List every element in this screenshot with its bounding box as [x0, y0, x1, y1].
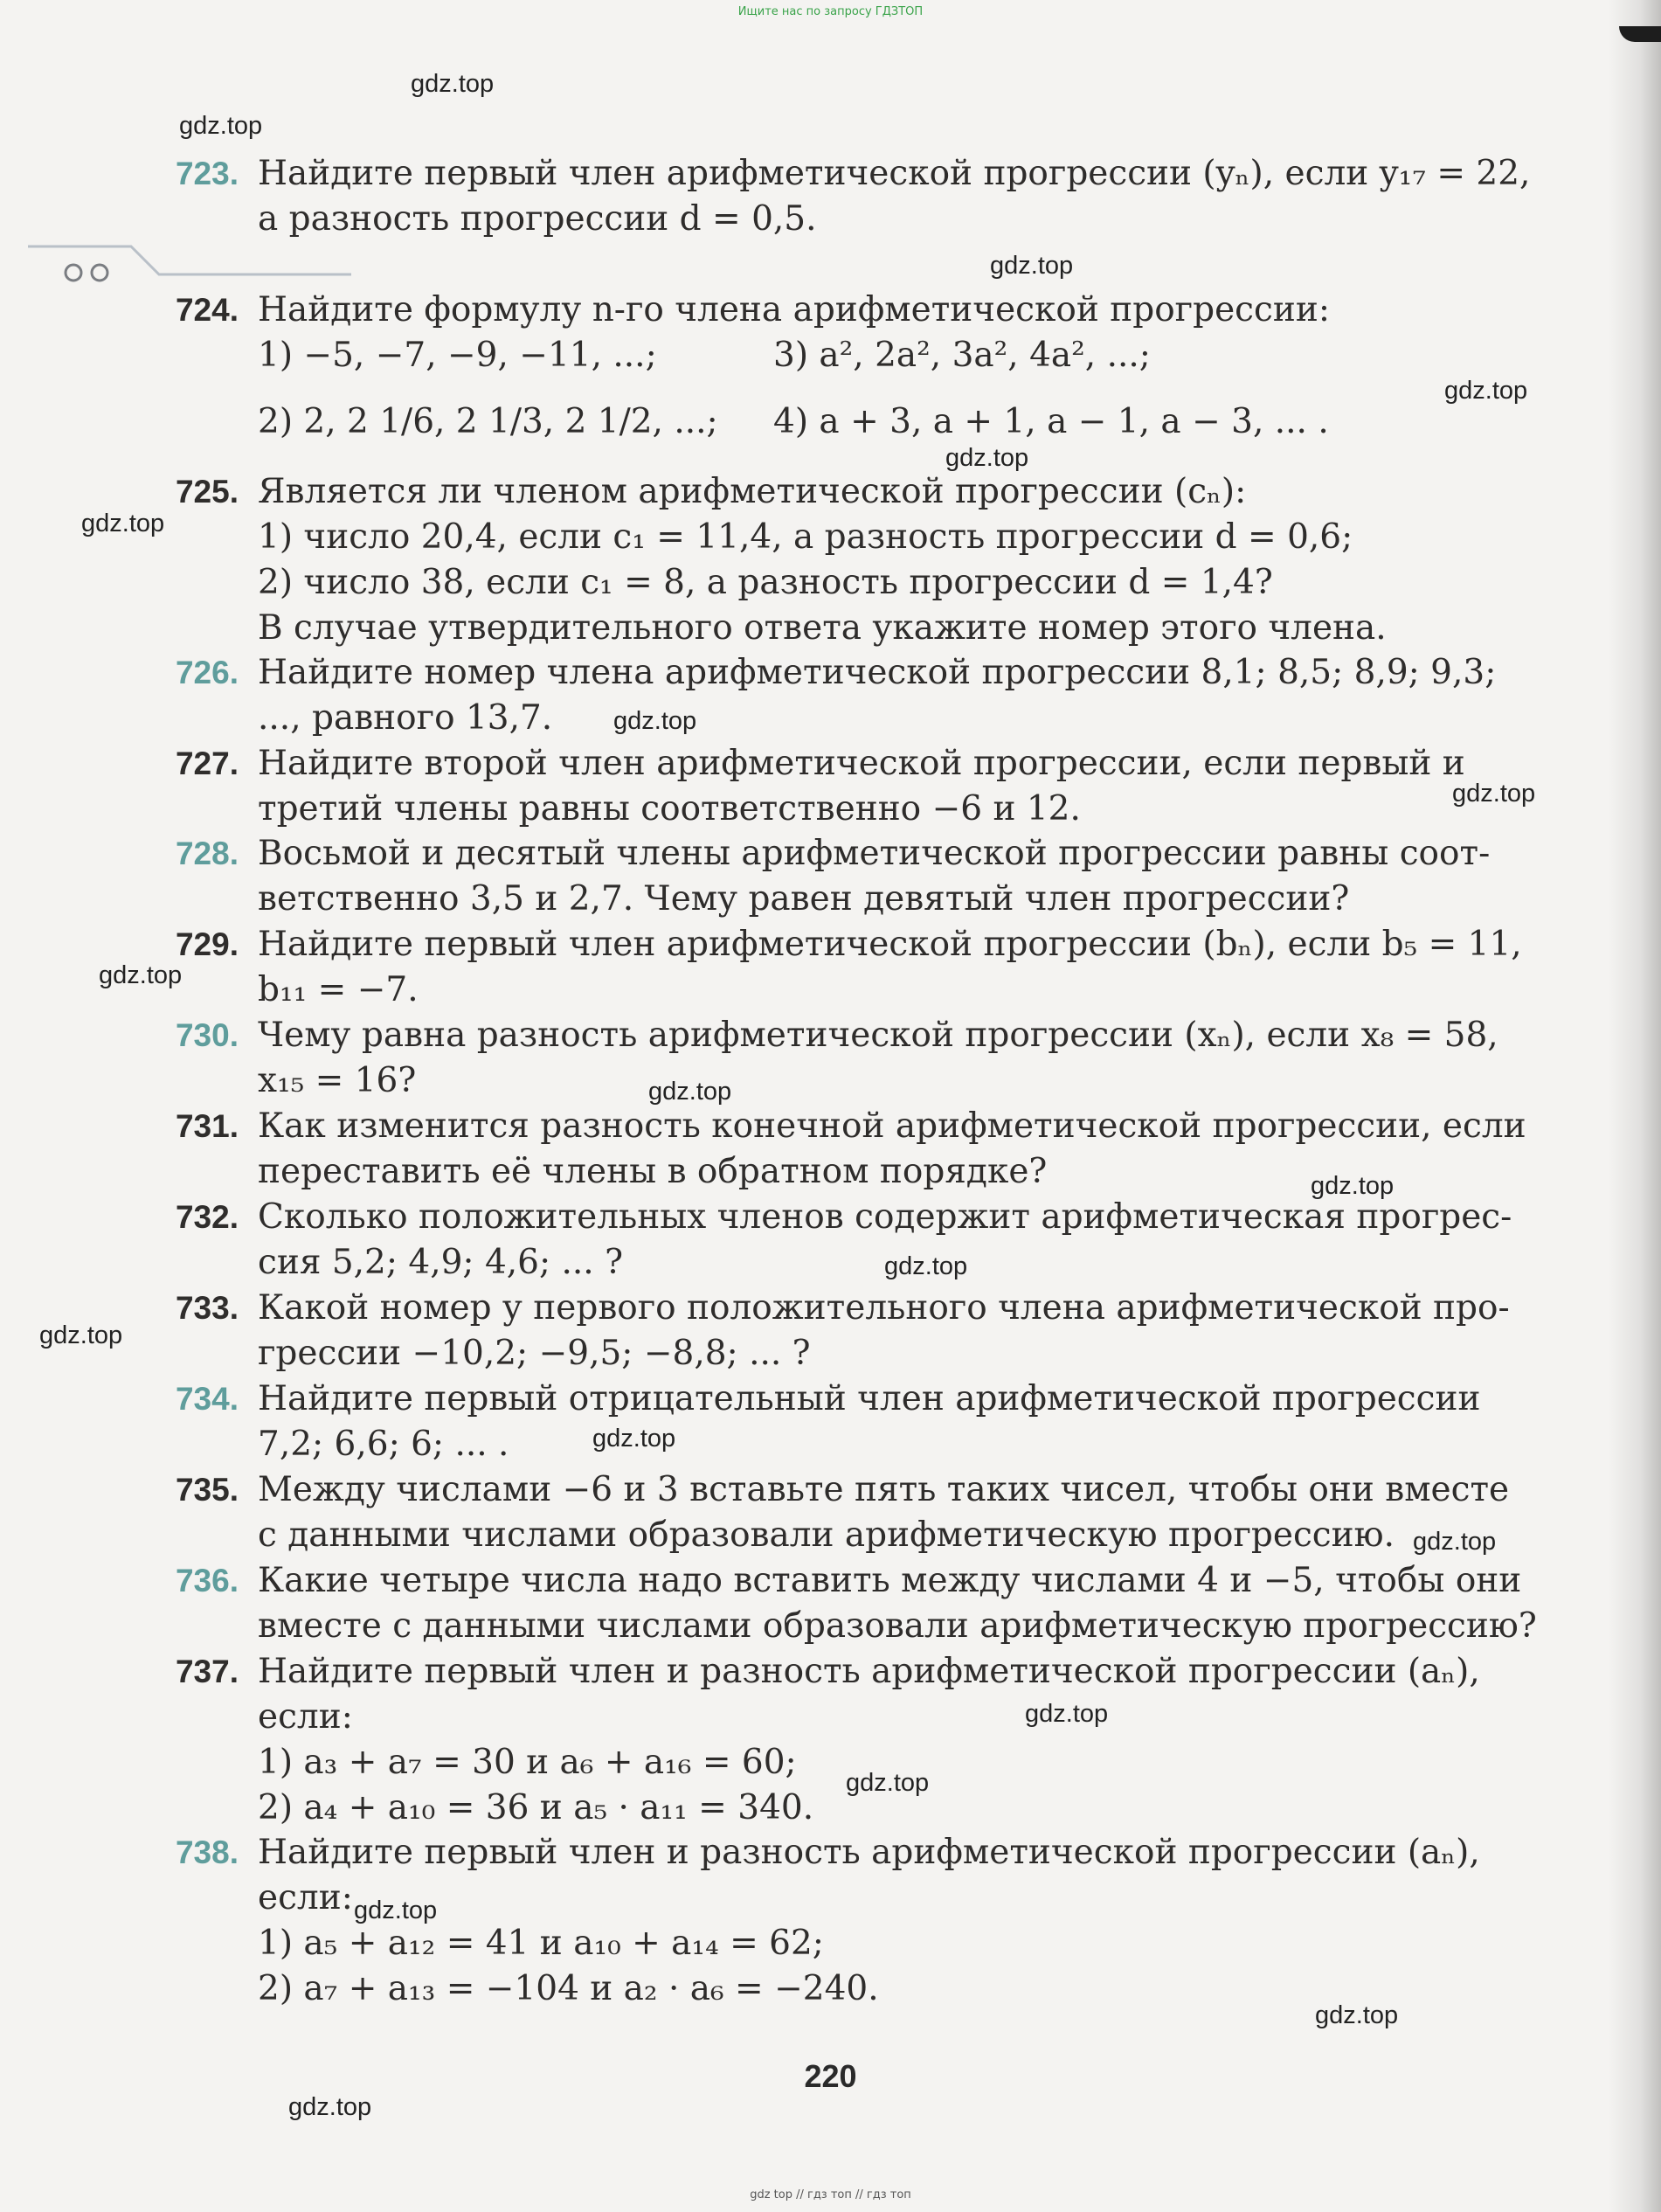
watermark: gdz.top	[1025, 1700, 1109, 1728]
problem-line: вместе с данными числами образовали арифметическую прогрессию?	[258, 1606, 1537, 1646]
problem-line: третий члены равны соответственно −6 и 12.	[258, 789, 1081, 829]
problem-line: ветственно 3,5 и 2,7. Чему равен девятый член прогрессии?	[258, 879, 1350, 919]
problem-line: сия 5,2; 4,9; 4,6; ... ?	[258, 1243, 624, 1282]
problem-line: Найдите первый отрицательный член арифметической прогрессии	[258, 1379, 1481, 1418]
watermark: gdz.top	[1315, 2001, 1399, 2029]
watermark: gdz.top	[179, 112, 263, 140]
problem-number: 733.	[175, 1290, 239, 1326]
watermark: gdz.top	[411, 70, 495, 98]
watermark: gdz.top	[648, 1078, 732, 1106]
problem-line: Найдите первый член арифметической прогрессии (bₙ), если b₅ = 11,	[258, 925, 1522, 964]
problem-line: Найдите первый член арифметической прогрессии (yₙ), если y₁₇ = 22,	[258, 154, 1531, 193]
problem-line: Найдите номер члена арифметической прогрессии 8,1; 8,5; 8,9; 9,3;	[258, 653, 1497, 692]
option: 1) −5, −7, −9, −11, ...;	[258, 336, 657, 375]
problem-line: Между числами −6 и 3 вставьте пять таких чисел, чтобы они вместе	[258, 1470, 1510, 1509]
problem-723	[153, 151, 1531, 242]
problem-736	[153, 1558, 1537, 1649]
problem-number: 738.	[175, 1834, 239, 1870]
problem-number: 732.	[175, 1199, 239, 1235]
problem-number: 726.	[175, 655, 239, 690]
problem-number: 729.	[175, 926, 239, 962]
problem-line: Сколько положительных членов содержит арифметическая прогрес-	[258, 1197, 1512, 1237]
page-number: 220	[804, 2058, 857, 2094]
problem-732	[153, 1195, 1525, 1286]
watermark: gdz.top	[81, 510, 165, 537]
problem-line: 2) a₄ + a₁₀ = 36 и a₅ · a₁₁ = 340.	[258, 1788, 814, 1827]
problem-line: Найдите второй член арифметической прогрессии, если первый и	[258, 744, 1465, 783]
answer-options-row	[258, 399, 1525, 445]
watermark: gdz.top	[592, 1425, 676, 1453]
problem-line: если:	[258, 1697, 353, 1737]
bottom-banner[interactable]: gdz top // гдз топ // гдз топ	[750, 2188, 911, 2202]
problem-line: Как изменится разность конечной арифметической прогрессии, если	[258, 1106, 1526, 1146]
problem-number: 736.	[175, 1563, 239, 1598]
watermark: gdz.top	[1311, 1172, 1395, 1200]
watermark: gdz.top	[354, 1896, 438, 1924]
page-edge-shadow	[1609, 0, 1661, 2212]
problem-726	[153, 650, 1525, 741]
problem-number: 730.	[175, 1017, 239, 1053]
problem-number: 727.	[175, 745, 239, 781]
watermark: gdz.top	[613, 707, 697, 735]
problem-733	[153, 1286, 1525, 1376]
problem-line: грессии −10,2; −9,5; −8,8; ... ?	[258, 1334, 811, 1373]
problem-line: x₁₅ = 16?	[258, 1061, 417, 1100]
problem-738	[153, 1830, 1525, 2012]
option: 3) a², 2a², 3a², 4a², ...;	[773, 336, 1151, 375]
problem-725	[153, 469, 1525, 651]
problem-line: Чему равна разность арифметической прогрессии (xₙ), если x₈ = 58,	[258, 1016, 1498, 1055]
problem-line: 2) число 38, если c₁ = 8, а разность прогрессии d = 1,4?	[258, 563, 1273, 602]
watermark: gdz.top	[99, 961, 183, 989]
problem-number: 735.	[175, 1472, 239, 1508]
problem-724	[153, 288, 1528, 445]
problem-number: 724.	[175, 292, 239, 328]
watermark: gdz.top	[288, 2093, 372, 2121]
problem-line: Является ли членом арифметической прогрессии (cₙ):	[258, 472, 1247, 511]
watermark: gdz.top	[945, 444, 1029, 472]
problem-line: В случае утвердительного ответа укажите номер этого члена.	[258, 608, 1387, 648]
problem-number: 725.	[175, 474, 239, 510]
option: 2) 2, 2 1/6, 2 1/3, 2 1/2, ...;	[258, 402, 718, 441]
problem-737	[153, 1649, 1525, 1831]
problem-line: переставить её члены в обратном порядке?	[258, 1152, 1048, 1191]
answer-options-row	[258, 333, 1525, 378]
problem-735	[153, 1467, 1525, 1558]
problem-line: b₁₁ = −7.	[258, 970, 419, 1009]
problem-number: 723.	[175, 156, 239, 191]
watermark: gdz.top	[990, 252, 1074, 280]
problem-727	[153, 741, 1525, 832]
option: 4) a + 3, a + 1, a − 1, a − 3, ... .	[773, 402, 1329, 441]
problem-line: с данными числами образовали арифметическую прогрессию.	[258, 1515, 1395, 1555]
problem-line: если:	[258, 1878, 353, 1917]
watermark: gdz.top	[1413, 1528, 1497, 1556]
problem-line: 1) a₃ + a₇ = 30 и a₆ + a₁₆ = 60;	[258, 1743, 797, 1782]
problem-730	[153, 1013, 1525, 1104]
watermark: gdz.top	[39, 1321, 123, 1349]
watermark: gdz.top	[1444, 377, 1528, 405]
problem-line: 1) a₅ + a₁₂ = 41 и a₁₀ + a₁₄ = 62;	[258, 1924, 824, 1963]
problem-line: Найдите первый член и разность арифметической прогрессии (aₙ),	[258, 1833, 1480, 1872]
problem-line: 1) число 20,4, если c₁ = 11,4, а разность прогрессии d = 0,6;	[258, 517, 1353, 557]
problem-number: 737.	[175, 1654, 239, 1689]
problem-line: Какой номер у первого положительного члена арифметической про-	[258, 1288, 1510, 1328]
problem-line: Восьмой и десятый члены арифметической прогрессии равны соот-	[258, 834, 1491, 873]
problem-729	[153, 922, 1525, 1013]
problem-728	[153, 831, 1525, 922]
top-banner[interactable]: Ищите нас по запросу ГДЗТОП	[737, 5, 924, 18]
problem-line: Какие четыре числа надо вставить между числами 4 и −5, чтобы они	[258, 1561, 1522, 1600]
watermark: gdz.top	[846, 1769, 930, 1797]
problem-line: Найдите первый член и разность арифметической прогрессии (aₙ),	[258, 1652, 1480, 1691]
problem-line: 7,2; 6,6; 6; ... .	[258, 1425, 509, 1464]
problem-line: Найдите формулу n-го члена арифметической прогрессии:	[258, 290, 1330, 329]
problem-line: ..., равного 13,7.	[258, 698, 553, 738]
problem-number: 731.	[175, 1108, 239, 1144]
problem-number: 734.	[175, 1381, 239, 1417]
problem-734	[153, 1376, 1525, 1467]
problem-number: 728.	[175, 836, 239, 871]
problem-line: 2) a₇ + a₁₃ = −104 и a₂ · a₆ = −240.	[258, 1969, 879, 2008]
problem-line: а разность прогрессии d = 0,5.	[258, 199, 817, 239]
problem-731	[153, 1104, 1525, 1195]
watermark: gdz.top	[884, 1252, 968, 1280]
watermark: gdz.top	[1452, 780, 1536, 808]
margin-ornament	[28, 236, 351, 288]
